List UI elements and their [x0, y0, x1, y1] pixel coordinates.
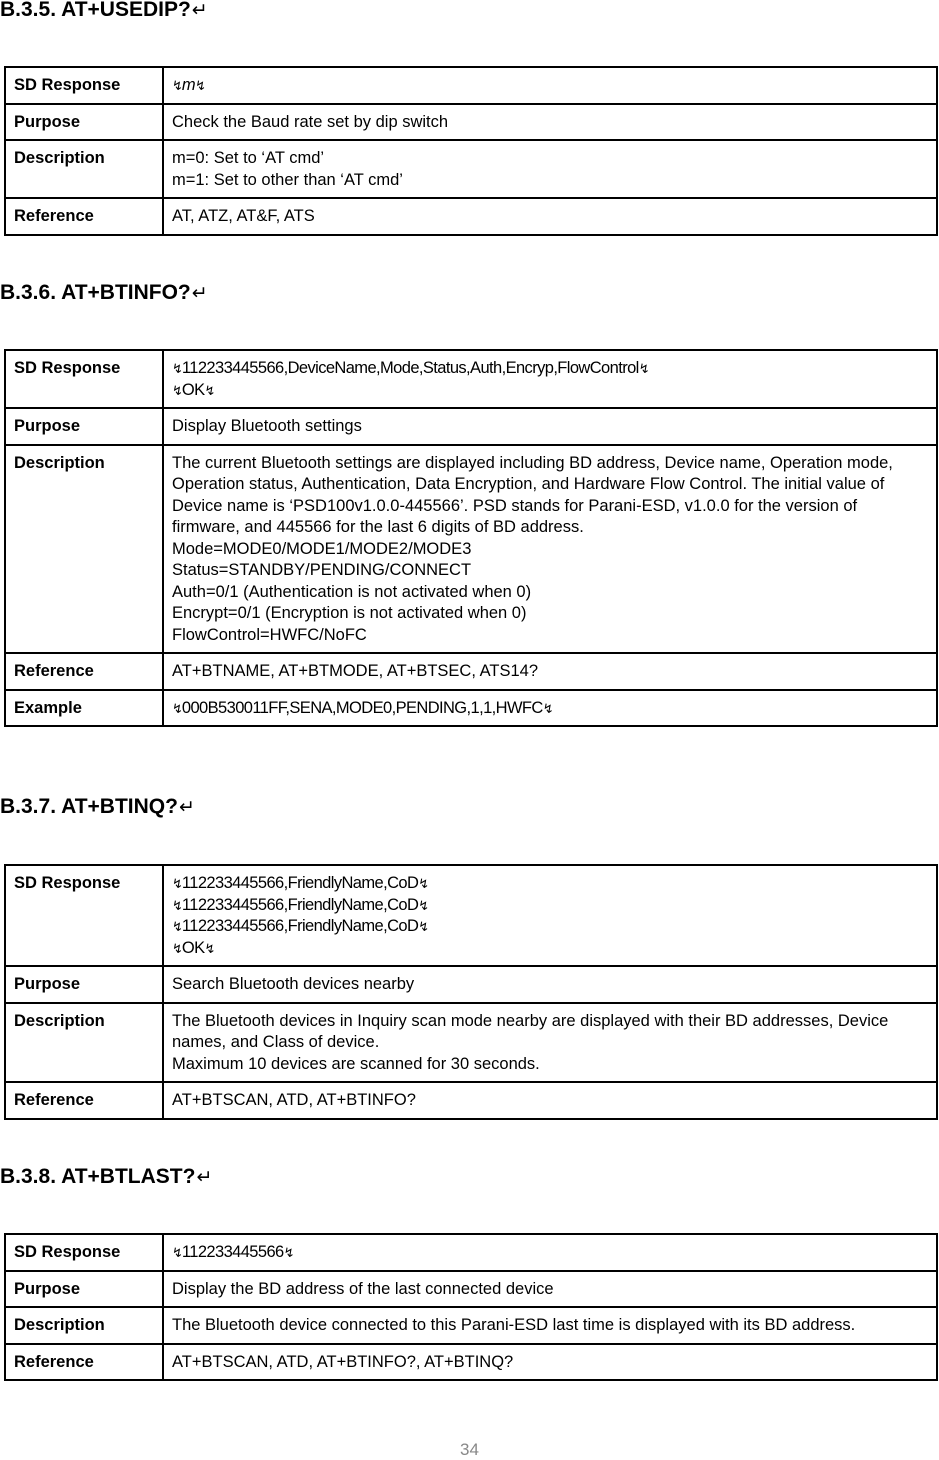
- enter-icon: ↵: [191, 283, 208, 304]
- description-line: m=0: Set to ‘AT cmd’: [172, 149, 325, 167]
- section-title-btinq: [0, 795, 195, 820]
- crlf-icon: ↯: [172, 940, 182, 956]
- crlf-icon: ↯: [195, 78, 205, 93]
- section-title-btinfo: [0, 281, 208, 306]
- enter-icon: ↵: [191, 0, 208, 21]
- table-row: [5, 408, 937, 445]
- description-paragraph: The current Bluetooth settings are displayed including BD address, Device name, Operation mode, Operation status, Authentication, Data Encryption, and Hardware Flow Control. The initial value of Device name is ‘PSD100v1.0.0-445566’. PSD stands for Parani-ESD, v1.0.0 for the version of firmware, and 445566 for the last 6 digits of BD address.: [172, 453, 893, 536]
- sd-response-label: SD Response: [5, 865, 163, 966]
- table-row: [5, 1003, 937, 1083]
- section-title-btlast-text: B.3.8. AT+BTLAST?: [0, 1165, 196, 1188]
- reference-value: AT+BTSCAN, ATD, AT+BTINFO?, AT+BTINQ?: [163, 1344, 937, 1381]
- sd-response-label: SD Response: [5, 350, 163, 408]
- btinfo-table: [4, 349, 938, 727]
- crlf-icon: ↯: [172, 78, 182, 93]
- table-row: [5, 445, 937, 654]
- reference-label: Reference: [5, 198, 163, 235]
- table-row: [5, 865, 937, 966]
- table-row: [5, 140, 937, 198]
- sd-response-line: 112233445566,FriendlyName,CoD: [181, 917, 419, 935]
- table-row: [5, 350, 937, 408]
- section-title-usedip: [0, 0, 208, 23]
- reference-label: Reference: [5, 1344, 163, 1381]
- reference-label: Reference: [5, 1082, 163, 1119]
- description-line: Status=STANDBY/PENDING/CONNECT: [172, 561, 472, 579]
- purpose-label: Purpose: [5, 1271, 163, 1308]
- crlf-icon: ↯: [172, 1245, 182, 1260]
- sd-response-line: 112233445566,FriendlyName,CoD: [181, 874, 419, 892]
- sd-response-text: 112233445566: [181, 1243, 284, 1261]
- table-row: [5, 1307, 937, 1344]
- table-row: [5, 653, 937, 690]
- crlf-icon: ↯: [418, 919, 429, 934]
- example-value: [163, 690, 937, 727]
- reference-value: AT, ATZ, AT&F, ATS: [163, 198, 937, 235]
- purpose-label: Purpose: [5, 966, 163, 1003]
- reference-label: Reference: [5, 653, 163, 690]
- crlf-icon: ↯: [172, 876, 182, 891]
- description-line: Maximum 10 devices are scanned for 30 seconds.: [172, 1054, 540, 1073]
- description-label: Description: [5, 1307, 163, 1344]
- table-row: [5, 1271, 937, 1308]
- purpose-label: Purpose: [5, 104, 163, 141]
- sd-response-line: OK: [181, 380, 205, 399]
- section-title-usedip-text: B.3.5. AT+USEDIP?: [0, 0, 191, 21]
- crlf-icon: ↯: [204, 940, 215, 956]
- reference-value: AT+BTSCAN, ATD, AT+BTINFO?: [163, 1082, 937, 1119]
- description-label: Description: [5, 1003, 163, 1083]
- crlf-icon: ↯: [542, 700, 553, 716]
- description-line: Auth=0/1 (Authentication is not activated when 0): [172, 582, 532, 601]
- crlf-icon: ↯: [283, 1245, 294, 1260]
- purpose-value: Display Bluetooth settings: [163, 408, 937, 445]
- sd-response-label: SD Response: [5, 1234, 163, 1271]
- sd-response-value: [163, 865, 937, 966]
- sd-response-line: OK: [181, 938, 205, 957]
- crlf-icon: ↯: [172, 897, 182, 913]
- table-row: [5, 966, 937, 1003]
- crlf-icon: ↯: [204, 382, 215, 398]
- description-line: Encrypt=0/1 (Encryption is not activated when 0): [172, 604, 527, 622]
- crlf-icon: ↯: [638, 361, 649, 376]
- crlf-icon: ↯: [172, 361, 182, 376]
- purpose-value: Search Bluetooth devices nearby: [163, 966, 937, 1003]
- description-value: The Bluetooth device connected to this Parani-ESD last time is displayed with its BD address.: [163, 1307, 937, 1344]
- purpose-label: Purpose: [5, 408, 163, 445]
- description-line: FlowControl=HWFC/NoFC: [172, 625, 367, 644]
- crlf-icon: ↯: [418, 876, 429, 891]
- crlf-icon: ↯: [172, 382, 182, 398]
- enter-icon: ↵: [178, 797, 195, 818]
- sd-response-line: 112233445566,FriendlyName,CoD: [181, 895, 419, 914]
- description-paragraph: The Bluetooth devices in Inquiry scan mode nearby are displayed with their BD addresses, Device names, and Class of device.: [172, 1011, 889, 1051]
- sd-response-value: [163, 1234, 937, 1271]
- crlf-icon: ↯: [172, 700, 182, 716]
- table-row: [5, 1082, 937, 1119]
- description-label: Description: [5, 445, 163, 654]
- crlf-icon: ↯: [418, 897, 429, 913]
- sd-response-value: [163, 67, 937, 104]
- description-value: [163, 1003, 937, 1083]
- sd-response-line: 112233445566,DeviceName,Mode,Status,Auth,Encryp,FlowControl: [181, 359, 639, 377]
- table-row: [5, 67, 937, 104]
- usedip-table: [4, 66, 938, 236]
- sd-response-value: [163, 350, 937, 408]
- description-label: Description: [5, 140, 163, 198]
- section-title-btinfo-text: B.3.6. AT+BTINFO?: [0, 281, 191, 304]
- table-row: [5, 1344, 937, 1381]
- table-row: [5, 104, 937, 141]
- section-title-btinq-text: B.3.7. AT+BTINQ?: [0, 795, 178, 818]
- sd-response-text: m: [181, 76, 196, 94]
- btinq-table: [4, 864, 938, 1120]
- enter-icon: ↵: [196, 1167, 213, 1188]
- page-number: 34: [460, 1440, 479, 1459]
- table-row: [5, 1234, 937, 1271]
- description-line: Mode=MODE0/MODE1/MODE2/MODE3: [172, 539, 472, 558]
- purpose-value: Check the Baud rate set by dip switch: [163, 104, 937, 141]
- table-row: [5, 198, 937, 235]
- description-value: [163, 445, 937, 654]
- example-label: Example: [5, 690, 163, 727]
- purpose-value: Display the BD address of the last connected device: [163, 1271, 937, 1308]
- reference-value: AT+BTNAME, AT+BTMODE, AT+BTSEC, ATS14?: [163, 653, 937, 690]
- crlf-icon: ↯: [172, 919, 182, 934]
- example-text: 000B530011FF,SENA,MODE0,PENDING,1,1,HWFC: [181, 698, 543, 717]
- description-line: m=1: Set to other than ‘AT cmd’: [172, 170, 403, 189]
- section-title-btlast: [0, 1165, 212, 1190]
- table-row: [5, 690, 937, 727]
- btlast-table: [4, 1233, 938, 1381]
- description-value: [163, 140, 937, 198]
- sd-response-label: SD Response: [5, 67, 163, 104]
